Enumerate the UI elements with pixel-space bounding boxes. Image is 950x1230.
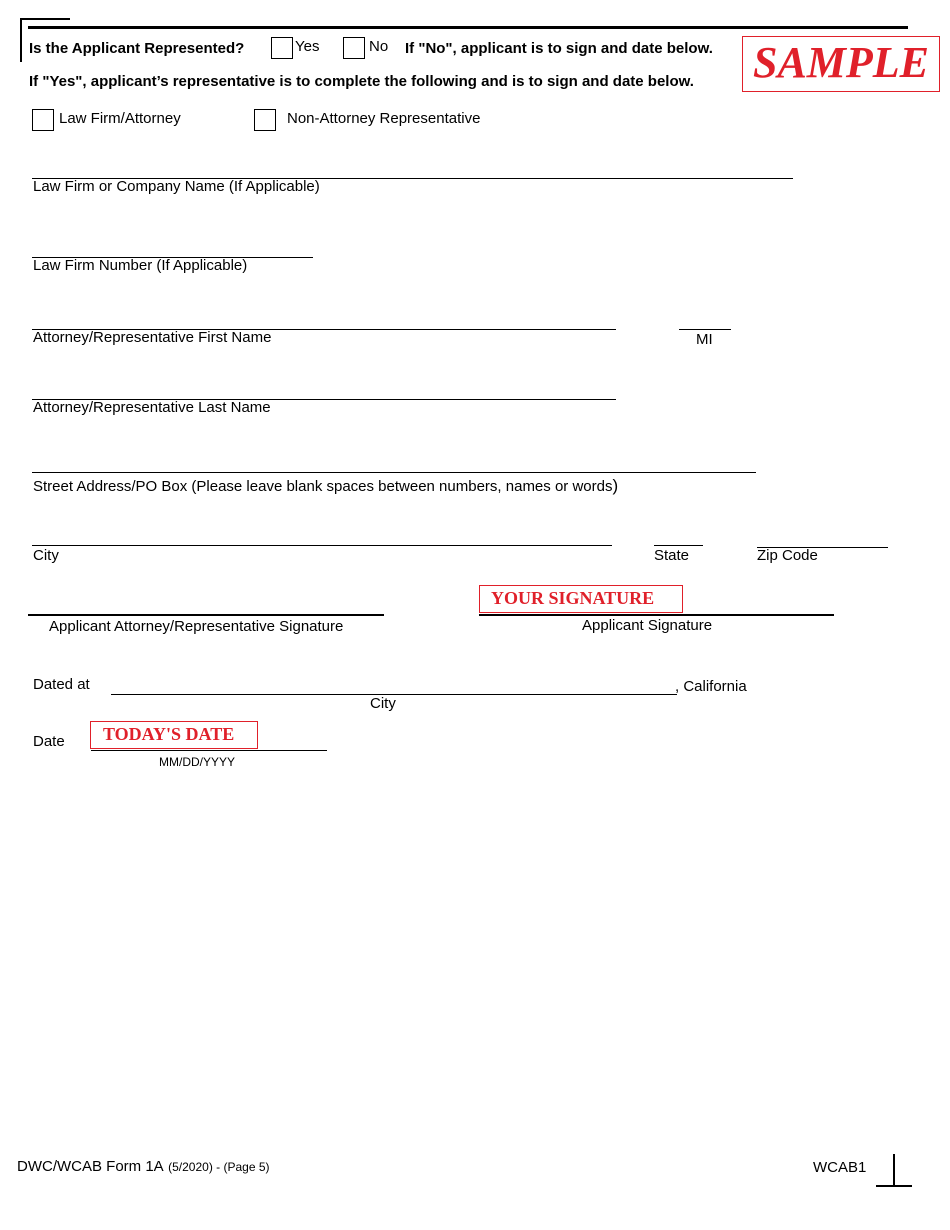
street-address-label xyxy=(33,476,618,496)
law-firm-attorney-label: Law Firm/Attorney xyxy=(59,110,181,127)
mi-label: MI xyxy=(696,331,713,348)
dated-at-city-label: City xyxy=(370,695,396,712)
city-label: City xyxy=(33,547,59,564)
firm-number-label: Law Firm Number (If Applicable) xyxy=(33,257,248,274)
city-field[interactable] xyxy=(32,545,612,546)
footer-form-name: DWC/WCAB Form 1A xyxy=(17,1158,164,1175)
attorney-signature-label: Applicant Attorney/Representative Signature xyxy=(49,618,344,635)
no-label: No xyxy=(369,38,389,55)
applicant-signature-field[interactable] xyxy=(479,614,834,616)
yes-instruction: If "Yes", applicant’s representative is to complete the following and is to sign and date below. xyxy=(29,73,694,90)
yes-checkbox[interactable] xyxy=(271,37,293,59)
street-address-label-paren: ) xyxy=(612,476,619,495)
todays-date-stamp: TODAY'S DATE xyxy=(90,721,258,749)
yes-label: Yes xyxy=(295,38,320,55)
non-attorney-representative-checkbox[interactable] xyxy=(254,109,276,131)
dated-at-label: Dated at xyxy=(33,676,90,693)
corner-mark-bottom-right-v xyxy=(893,1154,895,1186)
last-name-label: Attorney/Representative Last Name xyxy=(33,399,271,416)
no-checkbox[interactable] xyxy=(343,37,365,59)
street-address-field[interactable] xyxy=(32,472,756,473)
non-attorney-representative-label: Non-Attorney Representative xyxy=(287,110,481,127)
corner-mark-bottom-right-h xyxy=(876,1185,912,1187)
sample-stamp: SAMPLE xyxy=(742,36,940,92)
footer-form-id xyxy=(17,1158,270,1176)
firm-name-label: Law Firm or Company Name (If Applicable) xyxy=(33,178,320,195)
zip-code-label: Zip Code xyxy=(757,547,818,564)
state-label: State xyxy=(654,547,690,564)
attorney-signature-field[interactable] xyxy=(28,614,384,616)
state-field[interactable] xyxy=(654,545,703,546)
footer-form-meta: (5/2020) - (Page 5) xyxy=(168,1160,270,1174)
date-format-hint: MM/DD/YYYY xyxy=(159,755,236,769)
corner-mark-top-left-h xyxy=(20,18,70,20)
represented-question-label: Is the Applicant Represented? xyxy=(29,40,245,57)
street-address-label-text: Street Address/PO Box (Please leave blank spaces between numbers, names or words xyxy=(33,478,613,495)
applicant-signature-label: Applicant Signature xyxy=(582,617,713,634)
footer-form-code: WCAB1 xyxy=(813,1159,867,1176)
date-field[interactable] xyxy=(91,750,327,751)
top-rule xyxy=(28,26,908,29)
law-firm-attorney-checkbox[interactable] xyxy=(32,109,54,131)
dated-at-state-suffix: , California xyxy=(675,678,747,695)
mi-field[interactable] xyxy=(679,329,731,330)
date-label: Date xyxy=(33,733,65,750)
no-instruction: If "No", applicant is to sign and date below. xyxy=(405,40,713,57)
corner-mark-top-left-v xyxy=(20,18,22,62)
your-signature-stamp: YOUR SIGNATURE xyxy=(479,585,683,613)
first-name-label: Attorney/Representative First Name xyxy=(33,329,272,346)
